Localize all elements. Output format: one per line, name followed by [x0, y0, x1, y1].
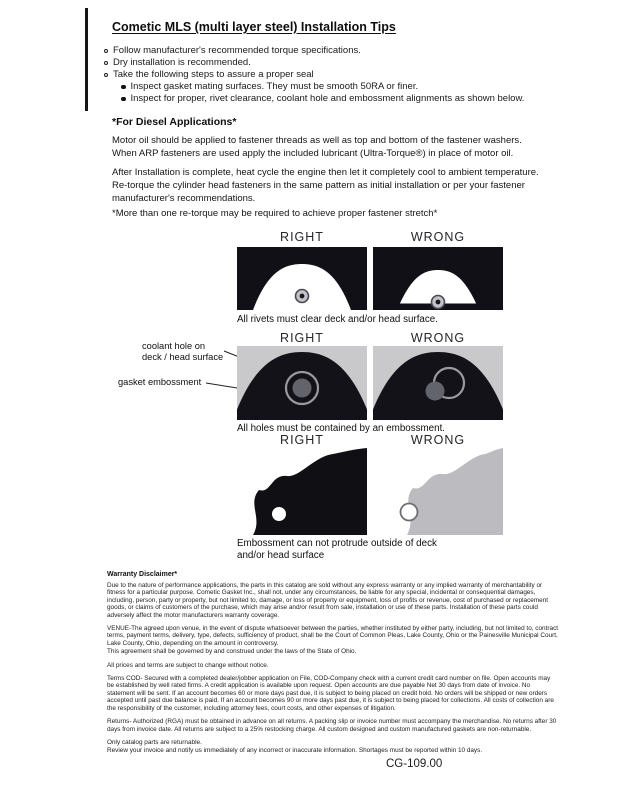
embossment-edge-wrong-diagram: [373, 448, 503, 535]
disclaimer-paragraph: VENUE-The agreed upon venue, in the event of dispute whatsoever between the parties, whether instituted by either party, including, but not limited to, contract terms, payment terms, delivery, type, defects, sufficiency of product, shall be the Court of Common Pleas, Lake County, Ohio or the Painesville Municipal Court, Lake County, Ohio, depending on the amount in controversy.: [107, 625, 559, 647]
gasket-embossment-annotation: gasket embossment: [118, 377, 202, 387]
fig1-right-label: RIGHT: [280, 230, 324, 244]
fig1-wrong-panel: [373, 247, 503, 310]
fig3-right-panel: [237, 448, 367, 535]
tip-item: [104, 45, 590, 57]
coolant-hole: [426, 382, 445, 401]
tip-text: Take the following steps to assure a proper seal: [113, 69, 314, 80]
fig3-right-label: RIGHT: [280, 433, 324, 447]
coolant-hole: [293, 379, 312, 398]
fig3-caption-line1: Embossment can not protrude outside of deck: [237, 538, 437, 549]
page-edge-mark: [85, 8, 88, 111]
warranty-disclaimer: [107, 571, 559, 761]
retorque-note: *More than one re-torque may be required to achieve proper fastener stretch*: [112, 208, 438, 219]
warranty-disclaimer-heading: Warranty Disclaimer*: [107, 571, 178, 578]
fig2-wrong-label: WRONG: [410, 331, 466, 345]
open-bullet-icon: [104, 49, 108, 53]
fig3-wrong-label: WRONG: [410, 433, 466, 447]
fig2-right-label: RIGHT: [280, 331, 324, 345]
hole-embossment-right-diagram: [237, 346, 367, 420]
rivet-clearance-right-diagram: [237, 247, 367, 310]
tip-text: Dry installation is recommended.: [113, 57, 251, 68]
fig3-caption: [237, 538, 437, 561]
fig1-caption: All rivets must clear deck and/or head surface.: [237, 314, 438, 325]
tip-text: Follow manufacturer's recommended torque specifications.: [113, 45, 361, 56]
disclaimer-paragraph: Terms COD- Secured with a completed dealer/jobber application on File, COD-Company check with a current credit card number on file. Open accounts may be established by well rated firms. A credit application is available upon request. Open accounts are due payable Net 30 days from date of invoice. No statement will be sent. If an account becomes 60 or more days past due, it is subject to being placed on credit hold. No orders will be shipped or new orders accepted until past due balance is paid. If an account becomes 90 or more days past due, it is subject to being placed for collections. All costs of collection are the responsibility of the customer, including attorney fees, court costs, and other expenses of litigation.: [107, 675, 554, 712]
page-title: Cometic MLS (multi layer steel) Installation Tips: [112, 20, 396, 34]
installation-tips-list: [104, 45, 590, 105]
disclaimer-paragraph: All prices and terms are subject to change without notice.: [107, 661, 269, 669]
coolant-hole-annotation-line2: deck / head surface: [142, 351, 224, 362]
tip-item: [104, 69, 590, 81]
rivet-clearance-wrong-diagram: [373, 247, 503, 310]
sub-tips-list: [121, 81, 590, 105]
sub-tip-item: [121, 93, 590, 105]
diesel-paragraph-2: After Installation is complete, heat cycle the engine then let it completely cool to ambient temperature. Re-torque the cylinder head fasteners in the same pattern as initial installation or per your fastener manufacturer's recommendations.: [112, 167, 539, 204]
coolant-hole-annotation-line1: coolant hole on: [142, 341, 206, 351]
disclaimer-paragraph: This agreement shall be governed by and construed under the laws of the State of Ohio.: [107, 648, 357, 656]
hole-embossment-wrong-diagram: [373, 346, 503, 420]
sub-tip-item: [121, 81, 590, 93]
disclaimer-paragraph: Returns- Authorized (RGA) must be obtained in advance on all returns. A packing slip or invoice number must accompany the merchandise. No returns after 30 days from invoice date. All returns are subject to a 25% restocking charge. All custom designed and custom manufactured gaskets are non-returnable.: [107, 718, 557, 733]
fig2-wrong-panel: [373, 346, 503, 420]
fig1-wrong-label: WRONG: [410, 230, 466, 244]
sub-tip-text: Inspect for proper, rivet clearance, coolant hole and embossment alignments as shown below.: [130, 93, 525, 104]
sub-tip-text: Inspect gasket mating surfaces. They must be smooth 50RA or finer.: [130, 81, 419, 92]
open-bullet-icon: [104, 61, 108, 65]
protruding-embossment: [401, 504, 418, 521]
diesel-applications-heading: *For Diesel Applications*: [112, 116, 237, 128]
embossment-hole: [272, 507, 286, 521]
tip-item: [104, 57, 590, 69]
disclaimer-paragraph: Review your invoice and notify us immediately of any incorrect or inaccurate information. Shortages must be reported within 10 days.: [107, 747, 483, 755]
coolant-hole-annotation: [142, 341, 223, 362]
fig3-caption-line2: and/or head surface: [237, 549, 325, 561]
page-number-code: CG-109.00: [386, 758, 443, 770]
fig1-right-panel: [237, 247, 367, 310]
embossment-edge-right-diagram: [237, 448, 367, 535]
fig2-right-panel: [237, 346, 367, 420]
solid-bullet-icon: [121, 97, 126, 102]
fig3-wrong-panel: [373, 448, 503, 535]
open-bullet-icon: [104, 73, 108, 77]
disclaimer-paragraph: Due to the nature of performance applications, the parts in this catalog are sold without any express warranty or any implied warranty of merchantability or fitness for a particular purpose. Cometic Gasket Inc., shall not, under any circumstances, be liable for any special, incidental or consequential damages, including, person, party or property, but not limited to, damage, or loss of property or equipment, loss of profits or revenue, cost of purchased or replacement goods, or claims of customers of the purchase, which may arise and/or result from sale, installation or use of these parts. Installation of these parts could adversely affect the motor manufacturers warranty coverage.: [107, 582, 549, 619]
disclaimer-paragraph: Only catalog parts are returnable.: [107, 738, 202, 746]
fig2-caption: All holes must be contained by an embossment.: [237, 423, 446, 434]
solid-bullet-icon: [121, 85, 126, 90]
diesel-paragraph-1: Motor oil should be applied to fastener threads as well as top and bottom of the fastener washers. When ARP fasteners are used apply the included lubricant (Ultra-Torque®) in place of motor oil.: [112, 135, 522, 159]
